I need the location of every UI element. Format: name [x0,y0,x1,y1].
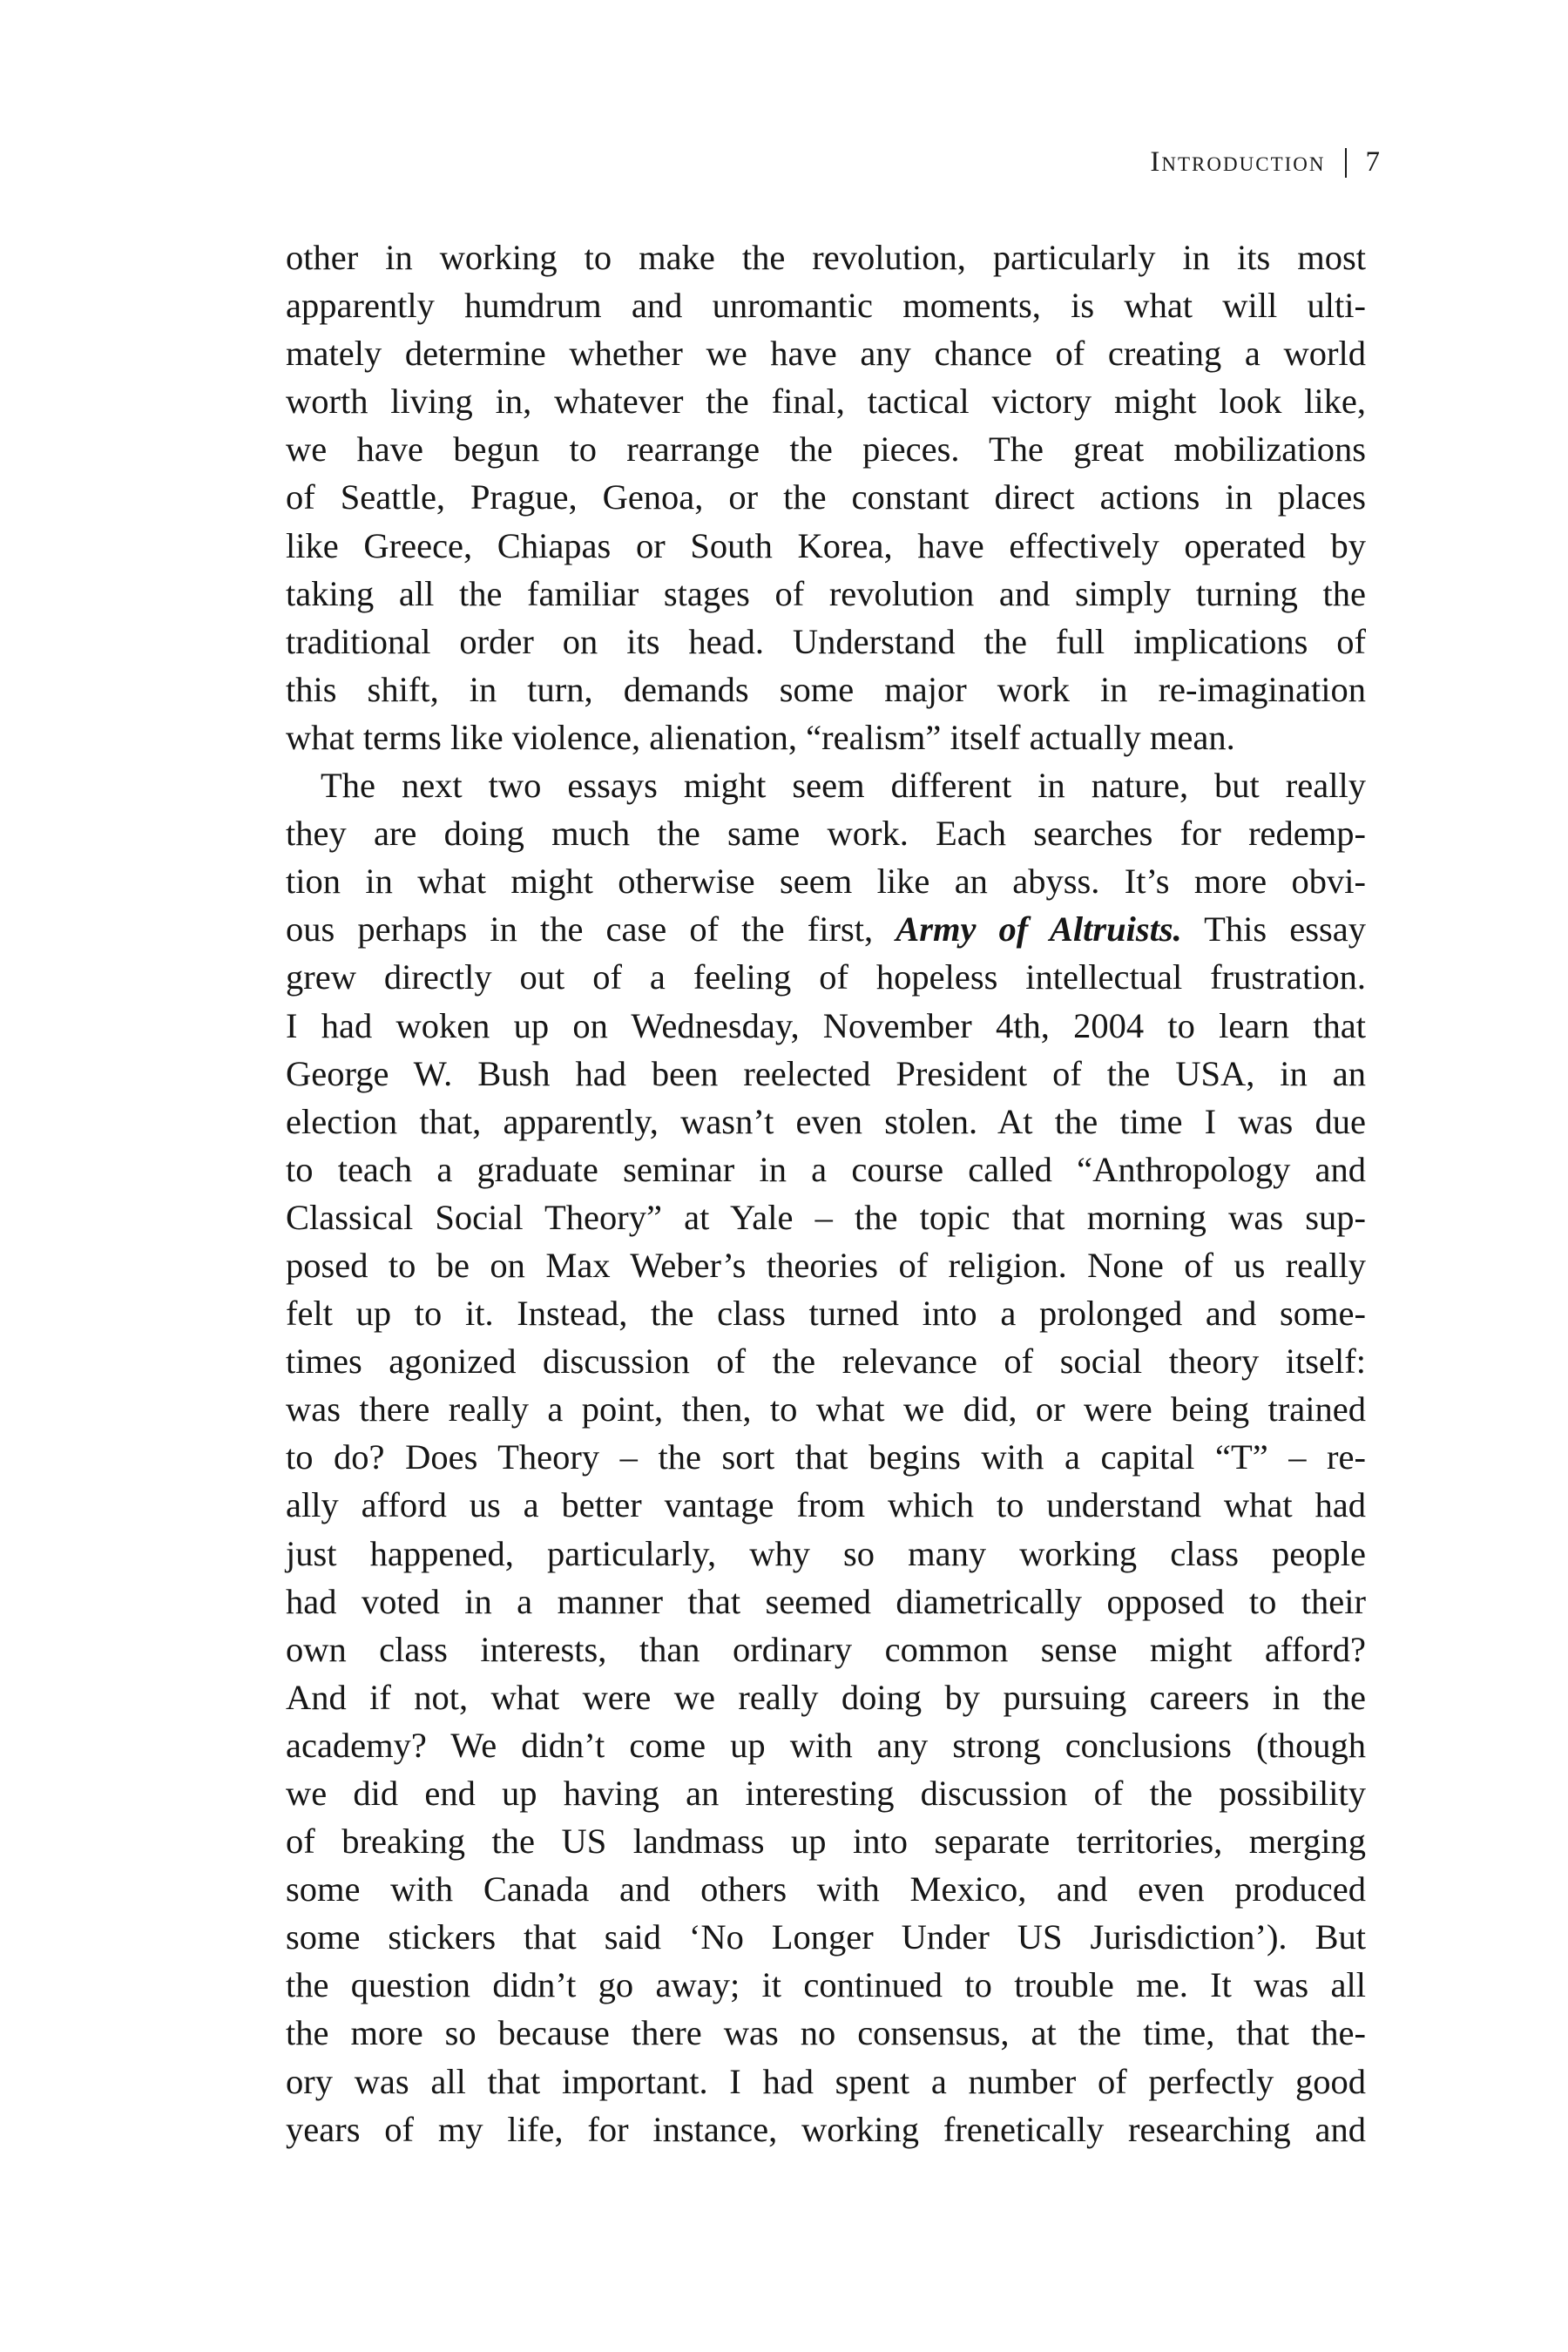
text-line: traditional order on its head. Understand the full implications of [286,621,1366,661]
text-line: the more so because there was no consensus, at the time, that the- [286,2013,1366,2053]
text-line: to do? Does Theory – the sort that begins with a capital “T” – re- [286,1437,1366,1477]
text-line: this shift, in turn, demands some major work in re-imagination [286,669,1366,709]
text-line: like Greece, Chiapas or South Korea, have effectively operated by [286,525,1366,565]
text-line: tion in what might otherwise seem like an abyss. It’s more obvi- [286,862,1366,902]
text-fragment: ous perhaps in the case of the first, [286,909,896,950]
running-head [1150,146,1381,179]
text-line: The next two essays might seem different in nature, but really [321,766,1366,806]
text-line: had voted in a manner that seemed diametrically opposed to their [286,1581,1366,1621]
text-line: they are doing much the same work. Each searches for redemp- [286,814,1366,854]
text-line: Classical Social Theory” at Yale – the topic that morning was sup- [286,1197,1366,1237]
running-head-separator [1345,148,1347,178]
text-fragment: This essay [1181,909,1366,950]
text-line: grew directly out of a feeling of hopeless intellectual frustration. [286,957,1366,997]
text-line: years of my life, for instance, working frenetically researching and [286,2109,1366,2149]
text-line: own class interests, than ordinary common sense might afford? [286,1629,1366,1669]
text-line: taking all the familiar stages of revolution and simply turning the [286,573,1366,613]
text-line: felt up to it. Instead, the class turned into a prolonged and some- [286,1294,1366,1334]
text-line: what terms like violence, alienation, “realism” itself actually mean. [286,717,1235,757]
text-line: ory was all that important. I had spent a number of perfectly good [286,2061,1366,2101]
text-line: I had woken up on Wednesday, November 4th, 2004 to learn that [286,1005,1366,1045]
text-line: we did end up having an interesting discussion of the possibility [286,1774,1366,1813]
running-head-title: Introduction [1150,146,1326,178]
text-line: just happened, particularly, why so many working class people [286,1533,1366,1573]
text-line: we have begun to rearrange the pieces. The great mobilizations [286,429,1366,470]
text-line: of breaking the US landmass up into separate territories, merging [286,1821,1366,1862]
text-line: some with Canada and others with Mexico, and even produced [286,1869,1366,1909]
text-line: election that, apparently, wasn’t even stolen. At the time I was due [286,1101,1366,1141]
text-line: mately determine whether we have any chance of creating a world [286,334,1366,374]
text-line: some stickers that said ‘No Longer Under US Jurisdiction’). But [286,1917,1366,1957]
text-line: ally afford us a better vantage from which to understand what had [286,1485,1366,1525]
text-line: apparently humdrum and unromantic moments, is what will ulti- [286,286,1366,326]
text-line: And if not, what were we really doing by pursuing careers in the [286,1677,1366,1717]
text-line: the question didn’t go away; it continued to trouble me. It was all [286,1965,1366,2005]
text-line: of Seattle, Prague, Genoa, or the constant direct actions in places [286,477,1366,517]
text-line: George W. Bush had been reelected President of the USA, in an [286,1053,1366,1093]
text-line [286,905,1366,953]
text-line: academy? We didn’t come up with any strong conclusions (though [286,1725,1366,1765]
text-line: other in working to make the revolution, particularly in its most [286,238,1366,277]
body-text [286,233,1366,2153]
text-line: was there really a point, then, to what we did, or were being trained [286,1389,1366,1429]
text-line: worth living in, whatever the final, tactical victory might look like, [286,382,1366,422]
text-line: posed to be on Max Weber’s theories of religion. None of us really [286,1245,1366,1285]
text-line: times agonized discussion of the relevance of social theory itself: [286,1342,1366,1382]
essay-title: Army of Altruists. [896,909,1182,950]
text-line: to teach a graduate seminar in a course called “Anthropology and [286,1149,1366,1189]
page-number: 7 [1365,146,1381,178]
